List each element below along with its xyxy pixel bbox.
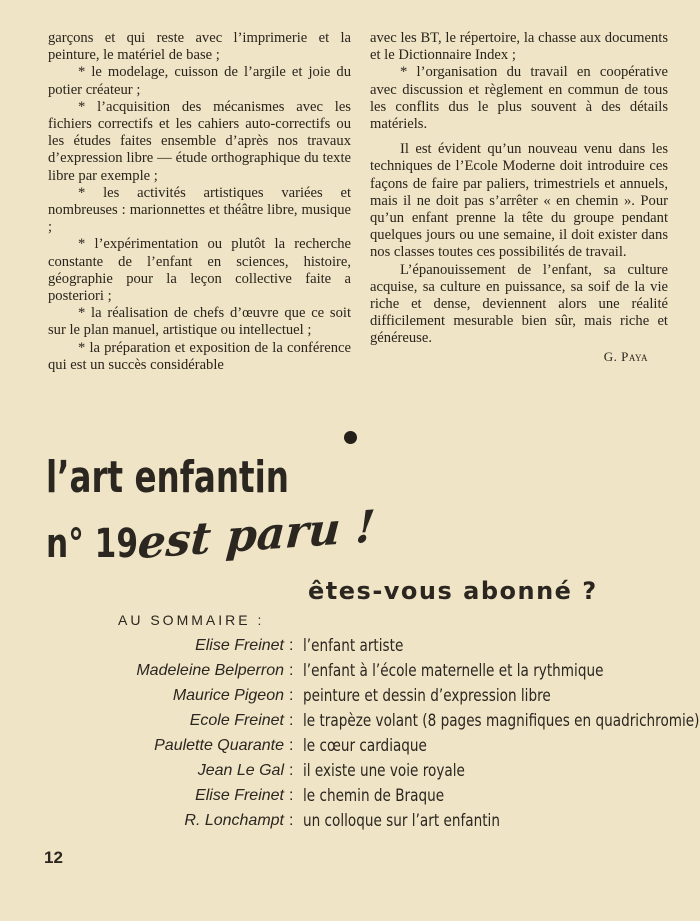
sommaire-title: le trapèze volant (8 pages magnifiques en quadrichromie) xyxy=(303,711,700,731)
section-bullet-dot xyxy=(344,431,357,444)
sommaire-author: Elise Freinet xyxy=(195,637,284,654)
sommaire-row xyxy=(0,709,700,734)
left-text-column xyxy=(48,30,351,374)
sommaire-row xyxy=(0,659,700,684)
sommaire-author: Ecole Freinet xyxy=(189,712,284,729)
sommaire-author: Maurice Pigeon xyxy=(172,687,284,704)
bullet-paragraph: * l’acquisition des mécanismes avec les fichiers correctifs et les cahiers auto-correctifs ou les études faites ensemble d’après nos travaux d’expression libre — étude orthographique du texte libre par exemple ; xyxy=(48,98,351,184)
paragraph: garçons et qui reste avec l’imprimerie et la peinture, le matériel de base ; xyxy=(48,30,351,64)
sommaire-author: R. Lonchampt xyxy=(184,812,284,829)
bullet-paragraph: * le modelage, cuisson de l’argile et joie du potier créateur ; xyxy=(48,64,351,98)
bullet-paragraph: * l’organisation du travail en coopérative avec discussion et règlement en commun de tous les conflits dus le plus souvent à des détails matériels. xyxy=(370,64,668,133)
bullet-paragraph: * les activités artistiques variées et nombreuses : marionnettes et théâtre libre, musique ; xyxy=(48,184,351,236)
sommaire-author: Paulette Quarante xyxy=(154,737,284,754)
colon: : xyxy=(289,762,294,779)
colon: : xyxy=(289,662,294,679)
bullet-paragraph: * la préparation et exposition de la conférence qui est un succès considérable xyxy=(48,339,351,373)
bullet-paragraph: * l’expérimentation ou plutôt la recherche constante de l’enfant en sciences, histoire, géographie pour la leçon collective faite a posteriori ; xyxy=(48,236,351,305)
sommaire-title: l’enfant à l’école maternelle et la rythmique xyxy=(303,661,604,681)
sommaire-author: Elise Freinet xyxy=(195,787,284,804)
sommaire-list xyxy=(0,634,700,834)
ad-headline: l’art enfantin xyxy=(46,452,289,503)
colon: : xyxy=(289,787,294,804)
sommaire-label: AU SOMMAIRE : xyxy=(118,612,265,628)
sommaire-title: il existe une voie royale xyxy=(303,761,465,781)
sommaire-row xyxy=(0,684,700,709)
sommaire-title: le chemin de Braque xyxy=(303,786,445,806)
subscribe-question: êtes-vous abonné ? xyxy=(308,577,598,605)
colon: : xyxy=(289,812,294,829)
sommaire-row xyxy=(0,784,700,809)
sommaire-author: Madeleine Belperron xyxy=(136,662,284,679)
paragraph: L’épanouissement de l’enfant, sa culture acquise, sa culture en puissance, sa soif de la vie riche et dense, deviennent alors une réalité difficilement mesurable bien sûr, mais riche et généreuse. xyxy=(370,261,668,347)
colon: : xyxy=(289,637,294,654)
sommaire-row xyxy=(0,759,700,784)
colon: : xyxy=(289,712,294,729)
sommaire-title: le cœur cardiaque xyxy=(303,736,427,756)
sommaire-author: Jean Le Gal xyxy=(197,762,284,779)
sommaire-row xyxy=(0,734,700,759)
signature-name: Paya xyxy=(621,348,648,364)
bullet-paragraph: * la réalisation de chefs d’œuvre que ce soit sur le plan manuel, artistique ou intellectuel ; xyxy=(48,305,351,339)
colon: : xyxy=(289,687,294,704)
sommaire-row xyxy=(0,634,700,659)
signature-initial: G. xyxy=(603,348,618,364)
author-signature xyxy=(370,348,668,365)
paragraph: avec les BT, le répertoire, la chasse aux documents et le Dictionnaire Index ; xyxy=(370,30,668,64)
sommaire-title: l’enfant artiste xyxy=(303,636,404,656)
page-number: 12 xyxy=(44,848,63,867)
right-text-column xyxy=(370,30,668,365)
paragraph: Il est évident qu’un nouveau venu dans les techniques de l’Ecole Moderne doit introduire ces façons de faire par paliers, trimestriels et annuels, mais il ne doit pas s’arrêter « en chemin ». Pour qu’un enfant prenne la tête du groupe pendant quelques jours ou une semaine, il doit exister dans nos classes toutes ces possibilités de travail. xyxy=(370,141,668,261)
script-announcement: est paru ! xyxy=(136,501,377,570)
colon: : xyxy=(289,737,294,754)
sommaire-title: peinture et dessin d’expression libre xyxy=(303,686,551,706)
sommaire-row xyxy=(0,809,700,834)
issue-number: n° 19 xyxy=(46,521,139,567)
sommaire-title: un colloque sur l’art enfantin xyxy=(303,811,500,831)
